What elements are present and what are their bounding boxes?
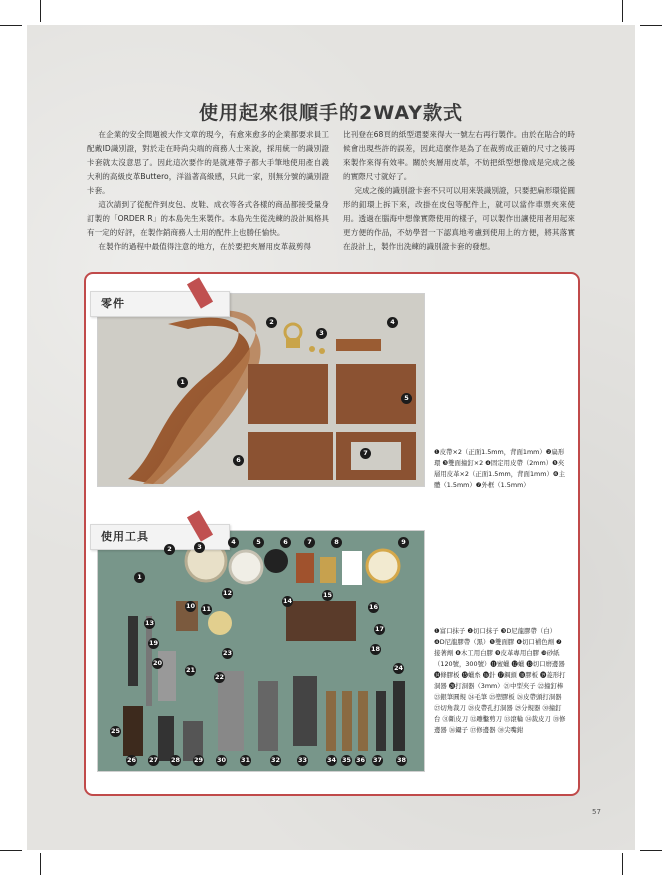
tool-number-marker: 13 bbox=[144, 619, 155, 627]
tool-shape bbox=[376, 691, 386, 751]
tool-number-marker: 31 bbox=[240, 756, 251, 764]
tool-number-marker: 4 bbox=[228, 537, 239, 548]
tool-number-marker: 17 bbox=[374, 625, 385, 633]
tool-number-marker: 32 bbox=[270, 756, 281, 764]
tool-number-marker: 23 bbox=[222, 649, 233, 657]
tool-number-marker: 25 bbox=[110, 727, 121, 735]
tape-roll-shape bbox=[230, 551, 262, 583]
tool-number-marker: 20 bbox=[152, 659, 163, 667]
article-title: 使用起來很順手的2WAY款式 bbox=[199, 102, 463, 124]
tool-number-marker: 7 bbox=[304, 537, 315, 548]
paragraph: 在製作的過程中最值得注意的地方，在於要把夾層用皮革裁剪得 bbox=[98, 242, 312, 251]
tool-shape bbox=[393, 681, 405, 751]
tool-number-marker: 2 bbox=[164, 544, 175, 555]
rivet-shape bbox=[309, 346, 315, 352]
tool-number-marker: 22 bbox=[214, 673, 225, 681]
trim-mark bbox=[640, 850, 662, 851]
trim-mark bbox=[0, 850, 22, 851]
trim-mark bbox=[40, 853, 41, 875]
right-text-column bbox=[343, 128, 575, 254]
keyring-shape bbox=[285, 324, 301, 340]
trim-mark bbox=[0, 25, 22, 26]
parts-label: 零件 bbox=[90, 291, 230, 317]
tool-number-marker: 14 bbox=[282, 597, 293, 605]
tool-number-marker: 10 bbox=[185, 602, 196, 610]
trim-mark bbox=[40, 0, 41, 22]
tool-shape bbox=[146, 616, 152, 706]
tool-shape bbox=[342, 691, 352, 751]
part-number-marker: 3 bbox=[316, 328, 327, 339]
tool-number-marker: 28 bbox=[170, 756, 181, 764]
tools-label: 使用工具 bbox=[90, 524, 230, 550]
part-number-marker: 2 bbox=[266, 317, 277, 328]
tape-roll-shape bbox=[264, 549, 288, 573]
body-leather-shape bbox=[248, 432, 333, 480]
tool-shape bbox=[326, 691, 336, 751]
parts-illustration bbox=[98, 294, 424, 486]
tool-number-marker: 12 bbox=[222, 589, 233, 597]
tool-shape bbox=[293, 676, 317, 746]
tool-number-marker: 35 bbox=[341, 756, 352, 764]
pad-shape bbox=[286, 601, 356, 641]
tool-number-marker: 16 bbox=[368, 603, 379, 611]
part-number-marker: 4 bbox=[387, 317, 398, 328]
small-strap-shape bbox=[336, 339, 381, 351]
tool-shape bbox=[218, 671, 244, 751]
tool-number-marker: 1 bbox=[134, 572, 145, 583]
tool-number-marker: 15 bbox=[322, 591, 333, 599]
trim-mark bbox=[622, 853, 623, 875]
tool-number-marker: 19 bbox=[148, 639, 159, 647]
tool-shape bbox=[128, 616, 138, 686]
tool-number-marker: 37 bbox=[372, 756, 383, 764]
tool-number-marker: 38 bbox=[396, 756, 407, 764]
tool-shape bbox=[258, 681, 278, 751]
tool-number-marker: 30 bbox=[216, 756, 227, 764]
tool-number-marker: 3 bbox=[194, 542, 205, 553]
left-text-column bbox=[87, 128, 329, 254]
paragraph: 完成之後的識別證卡套不只可以用來裝識別證，只要把扁形環從圓形的釦環上拆下來，改掛在皮包等配件上，就可以當作車票夾來使用。透過在腦海中想像實際使用的樣子，可以製作出讓使用者用起來更方便的作品，不妨學習一下認真地考慮到使用上的方便，將其落實在設計上，製作出洗練的識別證卡套的發想。 bbox=[343, 186, 575, 251]
trim-mark bbox=[622, 0, 623, 22]
tool-shape bbox=[358, 691, 368, 751]
page-number: 57 bbox=[592, 808, 601, 816]
part-number-marker: 1 bbox=[177, 377, 188, 388]
tool-number-marker: 6 bbox=[280, 537, 291, 548]
clip-shape bbox=[286, 338, 300, 348]
bottle-shape bbox=[342, 551, 362, 585]
paragraph: 比刊登在68頁的紙型還要來得大一號左右再行製作。由於在貼合的時候會出現些許的誤差，因此這麼作是為了在裁剪成正確的尺寸之後再來製作來得有效率。關於夾層用皮革，不妨把紙型想像成是完成之後的實際尺寸就好了。 bbox=[343, 130, 575, 181]
rivet-shape bbox=[319, 348, 325, 354]
tool-number-marker: 18 bbox=[370, 645, 381, 653]
tool-number-marker: 36 bbox=[355, 756, 366, 764]
parts-photo bbox=[97, 293, 425, 487]
tool-number-marker: 9 bbox=[398, 537, 409, 548]
tool-number-marker: 29 bbox=[193, 756, 204, 764]
thread-spool-shape bbox=[367, 550, 399, 582]
lining-leather-shape bbox=[248, 364, 328, 424]
frame-window-shape bbox=[351, 442, 401, 470]
beeswax-shape bbox=[208, 611, 232, 635]
tool-number-marker: 24 bbox=[393, 664, 404, 672]
tool-number-marker: 26 bbox=[126, 756, 137, 764]
paragraph: 在企業的安全問題被大作文章的現今，有愈來愈多的企業都要求員工配戴ID識別證，對於走在時尚尖端的商務人士來說，採用統一的識別證卡套就太沒意思了。因此這次要作的是就連帶子都大手筆地使用產自義大利的高級皮革Buttero，洋溢著高級感，只此一家，別無分號的識別證卡套。 bbox=[87, 130, 329, 195]
tools-caption: ❶富口抹子 ❷切口抹子 ❸D尼龍膠帶（白）❹D尼龍膠帶（黑）❺雙面膠 ❻切口補色劑 ❼接著劑 ❽木工用白膠 ❾皮革專用白膠 ❿砂紙（120號，300號）⓫蜜蠟 ⓬蠟 ⓭切口磨邊器 ⓮條膠板 ⓯蠟糸 ⓰針 ⓱鋼頭 ⓲膠板 ⓳菱形打洞器 ⓴打洞器（3mm）㉑中型夾子 ㉒撞釘棒 ㉓銀筆圓規 ㉔毛筆 ㉕塑膠板 ㉖皮帶頭打洞器 ㉗切角裁刀 ㉘皮帶孔打洞器 ㉙分規器 ㉚撞釘台 ㉛斷皮刀 ㉜雕鑿剪刀 ㉝滾輪 ㉞裁皮刀 ㉟修邊器 ㊱鑷子 ㊲修邊器 ㊳尖嘴鉗 bbox=[434, 627, 566, 734]
tool-number-marker: 5 bbox=[253, 537, 264, 548]
tool-number-marker: 34 bbox=[326, 756, 337, 764]
tool-shape bbox=[123, 706, 143, 756]
bottle-shape bbox=[320, 557, 336, 583]
tool-number-marker: 33 bbox=[297, 756, 308, 764]
parts-caption: ❶皮帶×2（正面1.5mm，背面1mm）❷扁形環 ❸雙面撞釘×2 ❹固定用皮帶（2mm）❺夾層用皮革×2（正面1.5mm，背面1mm）❻主體（1.5mm）❼外框（1.5mm） bbox=[434, 448, 565, 489]
paragraph: 這次請到了從配件到皮包、皮鞋、成衣等各式各樣的商品都接受量身訂製的「ORDER R」的本島先生來製作。本島先生從洗練的設計風格具有一定的好評，在製作銷商務人士用的配件上也勝任愉快。 bbox=[87, 200, 329, 237]
trim-mark bbox=[640, 25, 662, 26]
bottle-shape bbox=[296, 553, 314, 583]
tool-number-marker: 11 bbox=[201, 605, 212, 613]
tool-number-marker: 27 bbox=[148, 756, 159, 764]
tool-shape bbox=[158, 716, 174, 761]
part-number-marker: 6 bbox=[233, 455, 244, 466]
part-number-marker: 5 bbox=[401, 393, 412, 404]
part-number-marker: 7 bbox=[360, 448, 371, 459]
tool-number-marker: 21 bbox=[185, 666, 196, 674]
tool-number-marker: 8 bbox=[331, 537, 342, 548]
